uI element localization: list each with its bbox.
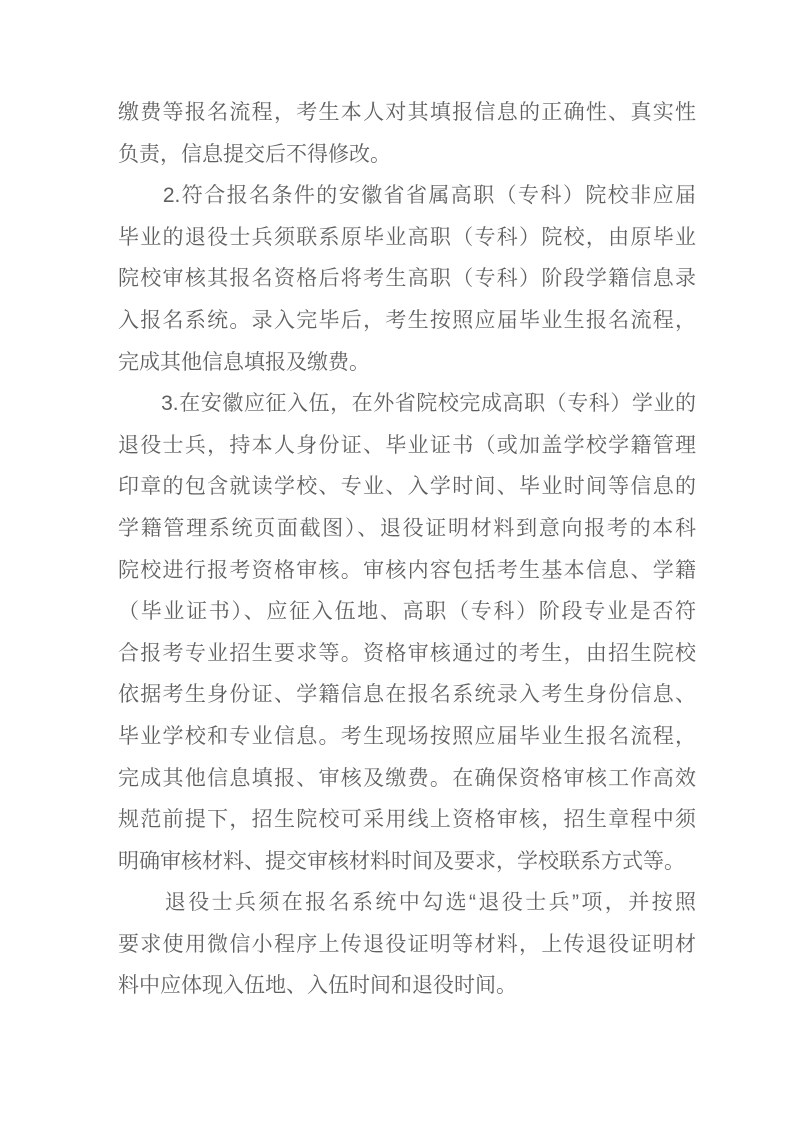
text-line: 3.在安徽应征入伍，在外省院校完成高职（专科）学业的 — [118, 392, 696, 416]
text-line: 规范前提下，招生院校可采用线上资格审核，招生章程中须 — [118, 808, 696, 832]
paragraph — [118, 175, 696, 383]
paragraph — [118, 92, 696, 175]
text-line: 印章的包含就读学校、专业、入学时间、毕业时间等信息的 — [118, 475, 696, 499]
text-line: 入报名系统。录入完毕后，考生按照应届毕业生报名流程， — [118, 308, 696, 332]
paragraph — [118, 383, 696, 882]
text-line: 院校进行报考资格审核。审核内容包括考生基本信息、学籍 — [118, 558, 696, 582]
text-line: 完成其他信息填报及缴费。 — [118, 350, 370, 374]
text-line: 2.符合报名条件的安徽省省属高职（专科）院校非应届 — [118, 184, 696, 208]
text-line: 学籍管理系统页面截图）、退役证明材料到意向报考的本科 — [118, 516, 696, 540]
text-line: 毕业的退役士兵须联系原毕业高职（专科）院校，由原毕业 — [118, 225, 696, 249]
text-line: （毕业证书）、应征入伍地、高职（专科）阶段专业是否符 — [118, 600, 696, 624]
paragraph — [118, 882, 696, 1007]
text-line: 明确审核材料、提交审核材料时间及要求，学校联系方式等。 — [118, 849, 685, 873]
text-line: 退役士兵，持本人身份证、毕业证书（或加盖学校学籍管理 — [118, 433, 696, 457]
text-line: 合报考专业招生要求等。资格审核通过的考生，由招生院校 — [118, 641, 696, 665]
text-line: 要求使用微信小程序上传退役证明等材料，上传退役证明材 — [118, 932, 696, 956]
text-line: 退役士兵须在报名系统中勾选“退役士兵”项，并按照 — [118, 891, 696, 915]
text-line: 缴费等报名流程，考生本人对其填报信息的正确性、真实性 — [118, 101, 696, 124]
text-line: 负责，信息提交后不得修改。 — [118, 142, 391, 166]
text-line: 料中应体现入伍地、入伍时间和退役时间。 — [118, 974, 517, 998]
text-line: 完成其他信息填报、审核及缴费。在确保资格审核工作高效 — [118, 766, 696, 790]
text-line: 院校审核其报名资格后将考生高职（专科）阶段学籍信息录 — [118, 267, 696, 291]
text-line: 毕业学校和专业信息。考生现场按照应届毕业生报名流程， — [118, 724, 696, 748]
text-line: 依据考生身份证、学籍信息在报名系统录入考生身份信息、 — [118, 683, 696, 707]
